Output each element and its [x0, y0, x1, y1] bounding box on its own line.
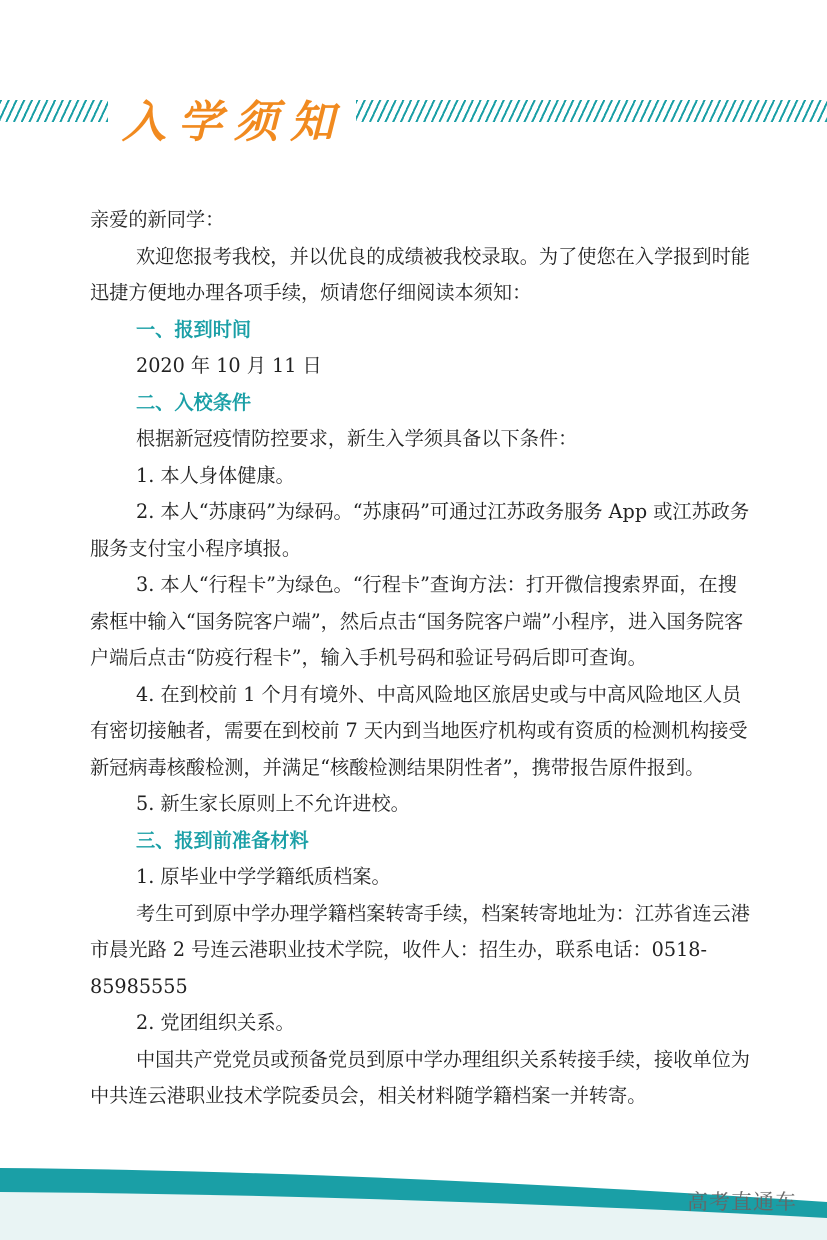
section-3-heading: 三、报到前准备材料	[136, 828, 309, 852]
notice-body	[90, 202, 750, 1115]
material-item: 2. 党团组织关系。	[136, 1011, 295, 1034]
banner-hatch-left	[0, 100, 108, 122]
material-detail: 中国共产党党员或预备党员到原中学办理组织关系转接手续，接收单位为中共连云港职业技术学院委员会，相关材料随学籍档案一并转寄。	[90, 1047, 750, 1107]
banner-title: 入学须知	[122, 97, 346, 148]
intro-paragraph: 欢迎您报考我校，并以优良的成绩被我校录取。为了使您在入学报到时能迅捷方便地办理各项手续，烦请您仔细阅读本须知：	[90, 244, 750, 304]
section-2-heading: 二、入校条件	[136, 390, 252, 414]
registration-date: 2020 年 10 月 11 日	[136, 354, 322, 377]
condition-item: 3. 本人“行程卡”为绿色。“行程卡”查询方法：打开微信搜索界面，在搜索框中输入“国务院客户端”，然后点击“国务院客户端”小程序，进入国务院客户端后点击“防疫行程卡”，输入手机号码和验证号码后即可查询。	[90, 573, 744, 669]
section-2-intro: 根据新冠疫情防控要求，新生入学须具备以下条件：	[136, 427, 578, 450]
material-detail: 考生可到原中学办理学籍档案转寄手续，档案转寄地址为：江苏省连云港市晨光路 2 号连云港职业技术学院，收件人：招生办，联系电话：0518-85985555	[90, 901, 750, 998]
greeting: 亲爱的新同学：	[90, 208, 225, 231]
condition-item: 1. 本人身体健康。	[136, 463, 295, 487]
condition-item: 4. 在到校前 1 个月有境外、中高风险地区旅居史或与中高风险地区人员有密切接触者，需要在到校前 7 天内到当地医疗机构或有资质的检测机构接受新冠病毒核酸检测，并满足“核酸检测结果阴性者”，携带报告原件报到。	[90, 682, 748, 779]
watermark: 高考直通车	[687, 1190, 797, 1214]
material-item: 1. 原毕业中学学籍纸质档案。	[136, 865, 391, 888]
condition-item: 2. 本人“苏康码”为绿码。“苏康码”可通过江苏政务服务 App 或江苏政务服务支付宝小程序填报。	[90, 500, 750, 560]
banner-hatch-right	[356, 100, 827, 122]
section-1-heading: 一、报到时间	[136, 317, 252, 341]
condition-item: 5. 新生家长原则上不允许进校。	[136, 792, 410, 815]
